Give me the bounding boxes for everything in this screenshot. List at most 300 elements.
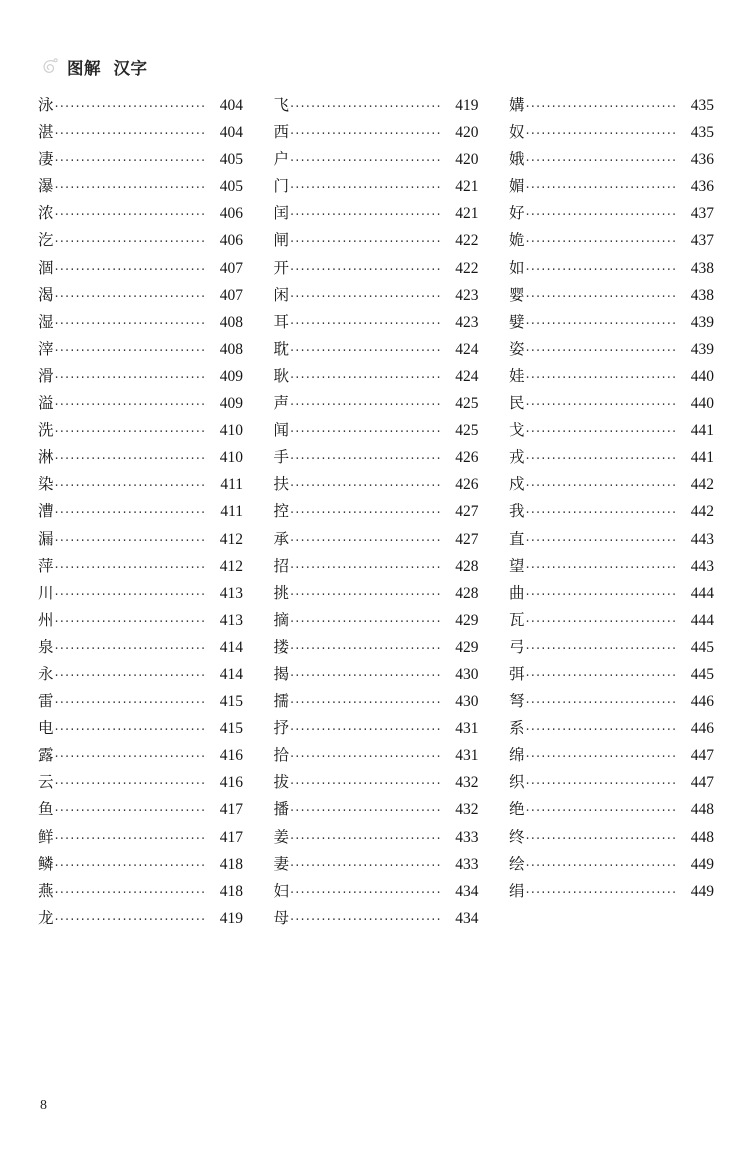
index-entry-character: 声 xyxy=(273,394,290,413)
index-entry[interactable] xyxy=(509,661,714,688)
index-entry[interactable] xyxy=(38,607,243,634)
index-entry[interactable] xyxy=(274,742,479,769)
index-entry[interactable] xyxy=(274,92,479,119)
index-entry-page-number: 436 xyxy=(690,178,714,196)
dot-leader xyxy=(290,528,442,544)
dot-leader xyxy=(290,717,442,733)
index-entry[interactable] xyxy=(509,227,714,254)
index-entry-character: 绝 xyxy=(509,800,525,819)
index-entry[interactable] xyxy=(38,553,243,580)
index-entry[interactable] xyxy=(509,173,714,200)
index-entry-page-number: 430 xyxy=(455,693,479,711)
index-entry[interactable] xyxy=(509,92,714,119)
index-entry[interactable] xyxy=(274,200,479,227)
dot-leader xyxy=(55,500,207,516)
index-entry-character: 弩 xyxy=(509,692,525,711)
dot-leader xyxy=(290,582,442,598)
index-entry-character: 织 xyxy=(509,773,525,792)
index-entry[interactable] xyxy=(38,634,243,661)
index-columns xyxy=(38,92,714,932)
index-entry[interactable] xyxy=(38,92,243,119)
index-entry[interactable] xyxy=(38,715,243,742)
index-entry[interactable] xyxy=(38,742,243,769)
index-entry-character: 揭 xyxy=(273,664,290,683)
index-entry[interactable] xyxy=(274,661,479,688)
index-entry[interactable] xyxy=(38,769,243,796)
index-entry[interactable] xyxy=(274,255,479,282)
index-entry-character: 招 xyxy=(273,556,290,575)
dot-leader xyxy=(55,907,207,923)
index-entry-page-number: 431 xyxy=(455,720,479,738)
index-entry-page-number: 430 xyxy=(455,665,479,683)
index-entry-character: 滓 xyxy=(38,339,54,358)
dot-leader xyxy=(290,94,442,110)
index-entry-page-number: 408 xyxy=(219,340,243,358)
dot-leader xyxy=(526,717,678,733)
index-entry[interactable] xyxy=(38,200,243,227)
index-entry-page-number: 422 xyxy=(455,259,479,277)
dot-leader xyxy=(290,175,442,191)
index-column-1 xyxy=(38,92,243,932)
dot-leader xyxy=(526,690,678,706)
index-entry-character: 户 xyxy=(273,150,290,169)
index-entry-character: 娥 xyxy=(509,150,525,169)
index-entry-character: 开 xyxy=(273,258,290,277)
index-entry[interactable] xyxy=(38,526,243,553)
dot-leader xyxy=(55,690,207,706)
index-entry-page-number: 441 xyxy=(690,449,714,467)
dot-leader xyxy=(526,609,678,625)
index-entry-page-number: 419 xyxy=(219,909,243,927)
index-entry-character: 涸 xyxy=(38,258,54,277)
index-column-3 xyxy=(509,92,714,932)
index-entry-page-number: 412 xyxy=(219,557,243,575)
index-entry-character: 系 xyxy=(509,719,525,738)
index-entry[interactable] xyxy=(38,498,243,525)
index-entry-page-number: 417 xyxy=(219,801,243,819)
index-entry-character: 戈 xyxy=(509,421,525,440)
dot-leader xyxy=(526,555,678,571)
index-entry[interactable] xyxy=(274,444,479,471)
index-entry-page-number: 415 xyxy=(219,720,243,738)
dot-leader xyxy=(55,663,207,679)
index-entry[interactable] xyxy=(274,173,479,200)
index-entry-page-number: 409 xyxy=(219,367,243,385)
dot-leader xyxy=(526,582,678,598)
dot-leader xyxy=(526,853,678,869)
dot-leader xyxy=(290,690,442,706)
index-entry[interactable] xyxy=(509,390,714,417)
index-entry-character: 飞 xyxy=(273,96,290,114)
index-entry-page-number: 424 xyxy=(455,367,479,385)
index-entry-character: 抒 xyxy=(273,719,290,738)
dot-leader xyxy=(55,609,207,625)
index-entry-character: 戍 xyxy=(509,475,525,494)
index-entry[interactable] xyxy=(38,336,243,363)
index-entry[interactable] xyxy=(509,796,714,823)
index-entry[interactable] xyxy=(274,146,479,173)
index-entry-page-number: 435 xyxy=(690,97,714,114)
index-entry-character: 绵 xyxy=(509,746,525,765)
dot-leader xyxy=(526,229,678,245)
index-entry[interactable] xyxy=(38,309,243,336)
index-entry-page-number: 432 xyxy=(455,774,479,792)
dot-leader xyxy=(55,853,207,869)
dot-leader xyxy=(290,853,442,869)
running-header xyxy=(40,55,148,79)
index-entry-character: 龙 xyxy=(38,908,54,927)
dot-leader xyxy=(290,284,442,300)
dot-leader xyxy=(526,663,678,679)
index-entry-character: 淋 xyxy=(38,448,54,467)
dot-leader xyxy=(55,392,207,408)
index-entry-page-number: 448 xyxy=(690,801,714,819)
index-entry[interactable] xyxy=(38,363,243,390)
index-entry-page-number: 410 xyxy=(219,449,243,467)
index-entry[interactable] xyxy=(509,715,714,742)
index-entry-page-number: 431 xyxy=(455,747,479,765)
dot-leader xyxy=(55,826,207,842)
index-entry[interactable] xyxy=(274,227,479,254)
header-title: 图解 汉字 xyxy=(67,59,148,78)
index-entry-page-number: 433 xyxy=(455,828,479,846)
index-entry-page-number: 405 xyxy=(219,178,243,196)
index-entry[interactable] xyxy=(38,444,243,471)
index-entry-page-number: 426 xyxy=(455,449,479,467)
dot-leader xyxy=(55,798,207,814)
dot-leader xyxy=(55,311,207,327)
index-entry-page-number: 437 xyxy=(690,205,714,223)
index-entry[interactable] xyxy=(509,769,714,796)
dot-leader xyxy=(290,663,442,679)
index-entry-character: 绢 xyxy=(509,881,525,900)
index-entry-character: 耳 xyxy=(273,312,290,331)
index-entry-page-number: 439 xyxy=(690,340,714,358)
index-entry-character: 拾 xyxy=(273,746,290,765)
dot-leader xyxy=(526,121,678,137)
index-entry-page-number: 427 xyxy=(455,530,479,548)
index-entry-page-number: 418 xyxy=(219,855,243,873)
index-entry-character: 永 xyxy=(38,664,54,683)
dot-leader xyxy=(526,365,678,381)
index-entry-page-number: 428 xyxy=(455,584,479,602)
index-entry-page-number: 422 xyxy=(455,232,479,250)
index-entry-page-number: 423 xyxy=(455,286,479,304)
index-entry-character: 媚 xyxy=(509,177,525,196)
index-entry-character: 萍 xyxy=(38,556,54,575)
index-entry-page-number: 425 xyxy=(455,395,479,413)
index-entry[interactable] xyxy=(274,553,479,580)
index-entry[interactable] xyxy=(38,580,243,607)
index-entry-page-number: 415 xyxy=(219,693,243,711)
index-entry[interactable] xyxy=(509,580,714,607)
index-entry-page-number: 421 xyxy=(455,178,479,196)
index-entry-page-number: 417 xyxy=(219,828,243,846)
index-entry-page-number: 434 xyxy=(455,882,479,900)
index-entry[interactable] xyxy=(38,417,243,444)
index-entry[interactable] xyxy=(274,580,479,607)
index-entry[interactable] xyxy=(274,390,479,417)
index-entry[interactable] xyxy=(509,146,714,173)
index-entry[interactable] xyxy=(509,553,714,580)
index-entry[interactable] xyxy=(38,390,243,417)
index-entry[interactable] xyxy=(274,688,479,715)
index-entry[interactable] xyxy=(509,742,714,769)
index-entry[interactable] xyxy=(509,526,714,553)
index-entry[interactable] xyxy=(38,878,243,905)
index-entry-character: 鲜 xyxy=(38,827,54,846)
index-entry[interactable] xyxy=(509,200,714,227)
index-entry-page-number: 432 xyxy=(455,801,479,819)
index-entry[interactable] xyxy=(38,282,243,309)
dot-leader xyxy=(526,338,678,354)
dot-leader xyxy=(526,419,678,435)
index-entry-character: 西 xyxy=(273,123,290,142)
index-entry-character: 弭 xyxy=(509,664,525,683)
index-entry-character: 瓦 xyxy=(509,610,525,629)
index-entry-character: 好 xyxy=(509,204,525,223)
dot-leader xyxy=(526,446,678,462)
index-entry-character: 搂 xyxy=(273,637,290,656)
dot-leader xyxy=(55,338,207,354)
dot-leader xyxy=(55,175,207,191)
index-entry[interactable] xyxy=(38,173,243,200)
dot-leader xyxy=(290,311,442,327)
index-entry-character: 婴 xyxy=(509,285,525,304)
index-entry-character: 川 xyxy=(38,583,54,602)
dot-leader xyxy=(55,473,207,489)
index-entry-character: 民 xyxy=(509,394,525,413)
index-entry-character: 媾 xyxy=(509,96,525,114)
dot-leader xyxy=(55,528,207,544)
index-entry-page-number: 437 xyxy=(690,232,714,250)
dot-leader xyxy=(290,798,442,814)
index-entry-page-number: 434 xyxy=(455,909,479,927)
index-entry[interactable] xyxy=(38,255,243,282)
index-entry-character: 望 xyxy=(509,556,525,575)
index-entry-character: 湿 xyxy=(38,312,54,331)
index-entry-page-number: 414 xyxy=(219,638,243,656)
index-entry[interactable] xyxy=(274,282,479,309)
index-entry-page-number: 448 xyxy=(690,828,714,846)
index-entry-page-number: 407 xyxy=(219,286,243,304)
index-entry[interactable] xyxy=(274,309,479,336)
index-entry-character: 扶 xyxy=(273,475,290,494)
index-entry-page-number: 426 xyxy=(455,476,479,494)
index-entry-page-number: 413 xyxy=(219,611,243,629)
dot-leader xyxy=(526,826,678,842)
index-entry[interactable] xyxy=(274,607,479,634)
dot-leader xyxy=(55,121,207,137)
index-entry-page-number: 413 xyxy=(219,584,243,602)
index-entry-page-number: 445 xyxy=(690,665,714,683)
dot-leader xyxy=(55,555,207,571)
index-entry[interactable] xyxy=(509,498,714,525)
index-entry[interactable] xyxy=(38,905,243,932)
index-entry[interactable] xyxy=(509,282,714,309)
index-entry-character: 摘 xyxy=(273,610,290,629)
index-entry[interactable] xyxy=(274,905,479,932)
index-entry-page-number: 423 xyxy=(455,313,479,331)
index-entry-character: 溢 xyxy=(38,394,54,413)
index-entry[interactable] xyxy=(38,471,243,498)
index-entry-character: 露 xyxy=(38,746,54,765)
index-entry-character: 戎 xyxy=(509,448,525,467)
index-entry[interactable] xyxy=(38,146,243,173)
dot-leader xyxy=(290,907,442,923)
index-entry-character: 洗 xyxy=(38,421,54,440)
index-entry-character: 闸 xyxy=(273,231,290,250)
index-entry[interactable] xyxy=(509,119,714,146)
index-entry-page-number: 416 xyxy=(219,774,243,792)
index-entry[interactable] xyxy=(274,851,479,878)
index-entry[interactable] xyxy=(38,796,243,823)
index-entry-page-number: 429 xyxy=(455,638,479,656)
index-entry-page-number: 405 xyxy=(219,151,243,169)
dot-leader xyxy=(55,636,207,652)
index-entry[interactable] xyxy=(509,363,714,390)
dot-leader xyxy=(290,744,442,760)
index-entry[interactable] xyxy=(274,526,479,553)
index-entry-page-number: 446 xyxy=(690,720,714,738)
dot-leader xyxy=(290,365,442,381)
index-entry[interactable] xyxy=(274,796,479,823)
index-entry[interactable] xyxy=(274,634,479,661)
index-entry[interactable] xyxy=(274,878,479,905)
index-entry-character: 挑 xyxy=(273,583,290,602)
dot-leader xyxy=(55,284,207,300)
dot-leader xyxy=(55,771,207,787)
dot-leader xyxy=(526,744,678,760)
index-entry-page-number: 416 xyxy=(219,747,243,765)
dot-leader xyxy=(290,771,442,787)
index-entry-character: 奴 xyxy=(509,123,525,142)
index-entry-character: 弓 xyxy=(509,637,525,656)
index-entry-character: 如 xyxy=(509,258,525,277)
dot-leader xyxy=(290,338,442,354)
index-entry-character: 娃 xyxy=(509,366,525,385)
index-entry[interactable] xyxy=(509,851,714,878)
index-entry-character: 凄 xyxy=(38,150,54,169)
index-entry-page-number: 424 xyxy=(455,340,479,358)
index-entry-character: 直 xyxy=(509,529,525,548)
index-entry-character: 控 xyxy=(273,502,290,521)
dot-leader xyxy=(526,636,678,652)
index-entry-character: 拔 xyxy=(273,773,290,792)
index-entry-character: 妻 xyxy=(273,854,290,873)
index-entry[interactable] xyxy=(509,824,714,851)
index-entry[interactable] xyxy=(509,444,714,471)
index-entry-page-number: 410 xyxy=(219,422,243,440)
dot-leader xyxy=(290,392,442,408)
dot-leader xyxy=(55,365,207,381)
index-entry-character: 妇 xyxy=(273,881,290,900)
index-entry[interactable] xyxy=(509,417,714,444)
index-entry-character: 姜 xyxy=(273,827,290,846)
index-entry-page-number: 428 xyxy=(455,557,479,575)
dot-leader xyxy=(55,229,207,245)
index-entry-character: 瀑 xyxy=(38,177,54,196)
index-entry-character: 曲 xyxy=(509,583,525,602)
index-entry-character: 漏 xyxy=(38,529,54,548)
index-entry[interactable] xyxy=(274,417,479,444)
index-entry[interactable] xyxy=(509,607,714,634)
index-entry[interactable] xyxy=(38,688,243,715)
index-entry-page-number: 443 xyxy=(690,530,714,548)
index-entry-page-number: 406 xyxy=(219,205,243,223)
dot-leader xyxy=(290,257,442,273)
index-entry-page-number: 411 xyxy=(220,476,243,494)
index-entry[interactable] xyxy=(38,661,243,688)
index-entry-page-number: 433 xyxy=(455,855,479,873)
index-entry[interactable] xyxy=(274,769,479,796)
index-entry[interactable] xyxy=(509,878,714,905)
dot-leader xyxy=(55,446,207,462)
index-entry[interactable] xyxy=(274,363,479,390)
index-entry-character: 浓 xyxy=(38,204,54,223)
index-entry-character: 播 xyxy=(273,800,290,819)
index-entry-page-number: 447 xyxy=(690,774,714,792)
dot-leader xyxy=(55,148,207,164)
dot-leader xyxy=(290,555,442,571)
index-entry[interactable] xyxy=(274,119,479,146)
index-entry-character: 州 xyxy=(38,610,54,629)
index-entry[interactable] xyxy=(38,851,243,878)
index-entry-page-number: 421 xyxy=(455,205,479,223)
dot-leader xyxy=(55,717,207,733)
index-entry[interactable] xyxy=(509,336,714,363)
index-entry-character: 耿 xyxy=(273,366,290,385)
dot-leader xyxy=(290,202,442,218)
index-entry[interactable] xyxy=(38,119,243,146)
index-entry[interactable] xyxy=(509,471,714,498)
dot-leader xyxy=(526,148,678,164)
index-entry[interactable] xyxy=(274,824,479,851)
page-number: 8 xyxy=(40,1098,47,1113)
index-entry[interactable] xyxy=(38,824,243,851)
index-entry[interactable] xyxy=(509,688,714,715)
index-column-2 xyxy=(274,92,479,932)
index-entry-character: 鳞 xyxy=(38,854,54,873)
index-entry[interactable] xyxy=(38,227,243,254)
dot-leader xyxy=(526,500,678,516)
dot-leader xyxy=(55,419,207,435)
index-entry[interactable] xyxy=(509,634,714,661)
dot-leader xyxy=(55,744,207,760)
index-entry-page-number: 446 xyxy=(690,693,714,711)
dot-leader xyxy=(290,880,442,896)
index-entry-character: 闰 xyxy=(273,204,290,223)
dot-leader xyxy=(290,229,442,245)
index-entry-page-number: 412 xyxy=(219,530,243,548)
index-entry-character: 手 xyxy=(273,448,290,467)
index-entry-page-number: 425 xyxy=(455,422,479,440)
index-entry[interactable] xyxy=(274,471,479,498)
dot-leader xyxy=(55,257,207,273)
index-entry[interactable] xyxy=(509,255,714,282)
index-entry[interactable] xyxy=(274,336,479,363)
index-entry-page-number: 442 xyxy=(690,476,714,494)
dot-leader xyxy=(526,880,678,896)
index-entry[interactable] xyxy=(274,498,479,525)
index-entry[interactable] xyxy=(509,309,714,336)
index-entry-page-number: 440 xyxy=(690,395,714,413)
index-entry-page-number: 440 xyxy=(690,367,714,385)
index-entry-page-number: 411 xyxy=(220,503,243,521)
index-entry-page-number: 414 xyxy=(219,665,243,683)
dot-leader xyxy=(526,94,678,110)
index-entry[interactable] xyxy=(274,715,479,742)
